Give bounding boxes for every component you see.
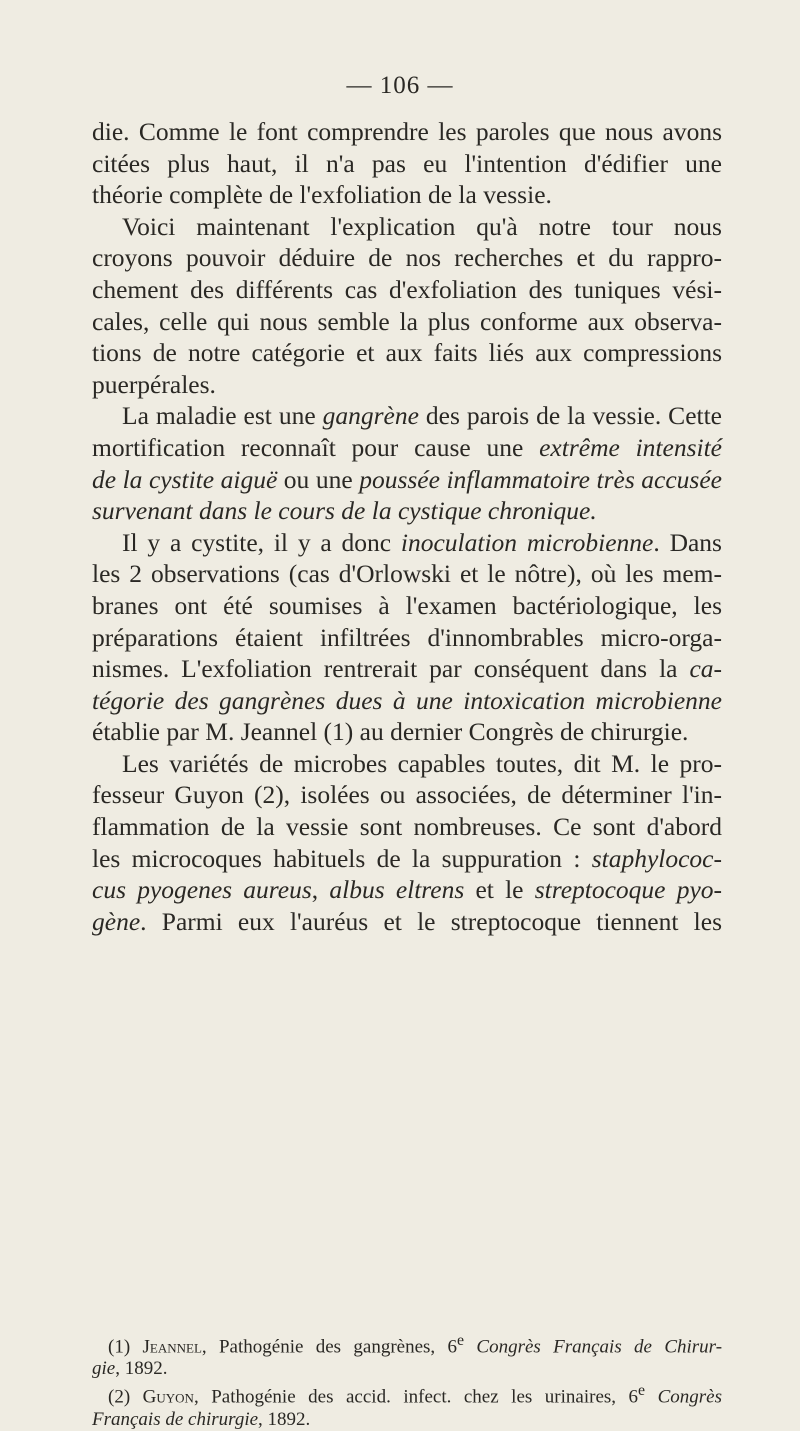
text-line: citées plus haut, il n'a pas eu l'intention d'édifier une — [92, 148, 722, 178]
text-line: croyons pouvoir déduire de nos recherches et du rappro- — [92, 243, 722, 273]
italic-run: survenant dans le cours de la cystique chronique. — [92, 496, 597, 526]
text-line — [92, 495, 722, 527]
italic-run: Congrès Français de Chirur- — [476, 1336, 723, 1358]
text-line: Voici maintenant l'explication qu'à notre tour nous — [122, 211, 722, 241]
text-run: Il y a cystite, il y a donc — [122, 527, 401, 557]
footnote-marker: (1) — [108, 1336, 143, 1358]
text-line: préparations étaient infiltrées d'innombrables micro-orga- — [92, 622, 722, 652]
text-run: mortification reconnaît pour cause une — [92, 432, 540, 462]
italic-run: inoculation microbienne — [400, 527, 654, 557]
text-line: flammation de la vessie sont nombreuses. Ce sont d'abord — [92, 812, 722, 842]
italic-run: extrême intensité — [539, 432, 722, 462]
text-run — [645, 1387, 658, 1408]
footnote-2 — [92, 1380, 722, 1408]
text-line — [92, 685, 722, 717]
text-line: branes ont été soumises à l'examen bactériologique, les — [92, 590, 722, 620]
text-line: théorie complète de l'exfoliation de la vessie. — [92, 180, 552, 210]
italic-run: Congrès — [657, 1386, 722, 1408]
italic-run: ca- — [689, 654, 722, 684]
text-run: et le — [464, 875, 535, 905]
text-run — [464, 1336, 476, 1357]
text-line: établie par M. Jeannel (1) au dernier Congrès de chirurgie. — [92, 717, 689, 747]
italic-run: gangrène — [322, 401, 419, 431]
footnote-1-cont — [92, 1358, 722, 1380]
text-run: nismes. L'exfoliation rentrerait par conséquent dans la — [92, 654, 690, 684]
italic-run: staphylococ- — [591, 843, 722, 873]
text-line: tions de notre catégorie et aux faits liés aux compressions — [92, 338, 722, 368]
italic-run: de la cystite aiguë — [92, 464, 278, 494]
text-run: , 1892. — [115, 1358, 168, 1380]
page-number-header: — 106 — — [346, 72, 454, 99]
text-line: les 2 observations (cas d'Orlowski et le nôtre), où les mem- — [92, 559, 722, 589]
text-run: La maladie est une — [122, 401, 323, 431]
italic-run: cus pyogenes aureus — [92, 875, 312, 905]
text-line: die. Comme le font comprendre les paroles que nous avons — [92, 117, 722, 146]
main-text — [92, 116, 722, 937]
text-line: Les variétés de microbes capables toutes, dit M. le pro- — [122, 748, 722, 778]
text-run: . Dans — [653, 527, 722, 557]
footnote-2-cont — [92, 1409, 722, 1431]
text-line — [92, 653, 722, 685]
superscript: e — [457, 1332, 465, 1349]
text-run: . Parmi eux l'auréus et le streptocoque tiennent les — [140, 906, 722, 936]
author-name: Guyon — [142, 1386, 194, 1408]
text-line — [92, 464, 722, 496]
footnote-marker: (2) — [108, 1386, 143, 1408]
text-line: puerpérales. — [92, 369, 216, 399]
text-line — [92, 527, 722, 559]
text-run: des parois de la vessie. Cette — [418, 401, 722, 431]
text-line — [92, 906, 722, 938]
superscript: e — [638, 1382, 646, 1400]
text-run: , Pathogénie des accid. infect. chez les urinaires, 6 — [193, 1386, 639, 1408]
text-line — [92, 400, 722, 432]
footnotes — [92, 1330, 722, 1431]
italic-run: Français de chirurgie — [92, 1408, 259, 1430]
italic-run: poussée inflammatoire très accusée — [359, 464, 722, 494]
text-run: ou une — [277, 464, 360, 494]
author-name: Jeannel — [142, 1336, 202, 1358]
text-run: , 1892. — [258, 1408, 311, 1430]
text-run: , — [311, 875, 330, 905]
italic-run: albus eltrens — [329, 875, 465, 905]
text-line: chement des différents cas d'exfoliation des tuniques vési- — [92, 274, 722, 304]
text-line: fesseur Guyon (2), isolées ou associées, de déterminer l'in- — [92, 780, 722, 810]
italic-run: gie — [92, 1358, 116, 1380]
italic-run: streptocoque pyo- — [534, 875, 723, 905]
italic-run: gène — [92, 906, 141, 936]
text-run: , Pathogénie des gangrènes, 6 — [201, 1336, 458, 1358]
text-line — [92, 432, 722, 464]
text-run: les microcoques habituels de la suppuration : — [92, 843, 592, 873]
text-line: cales, celle qui nous semble la plus conforme aux observa- — [92, 306, 722, 336]
text-line — [92, 843, 722, 875]
text-line — [92, 874, 722, 906]
italic-run: tégorie des gangrènes dues à une intoxication microbienne — [92, 685, 722, 715]
footnote-1 — [92, 1330, 722, 1358]
